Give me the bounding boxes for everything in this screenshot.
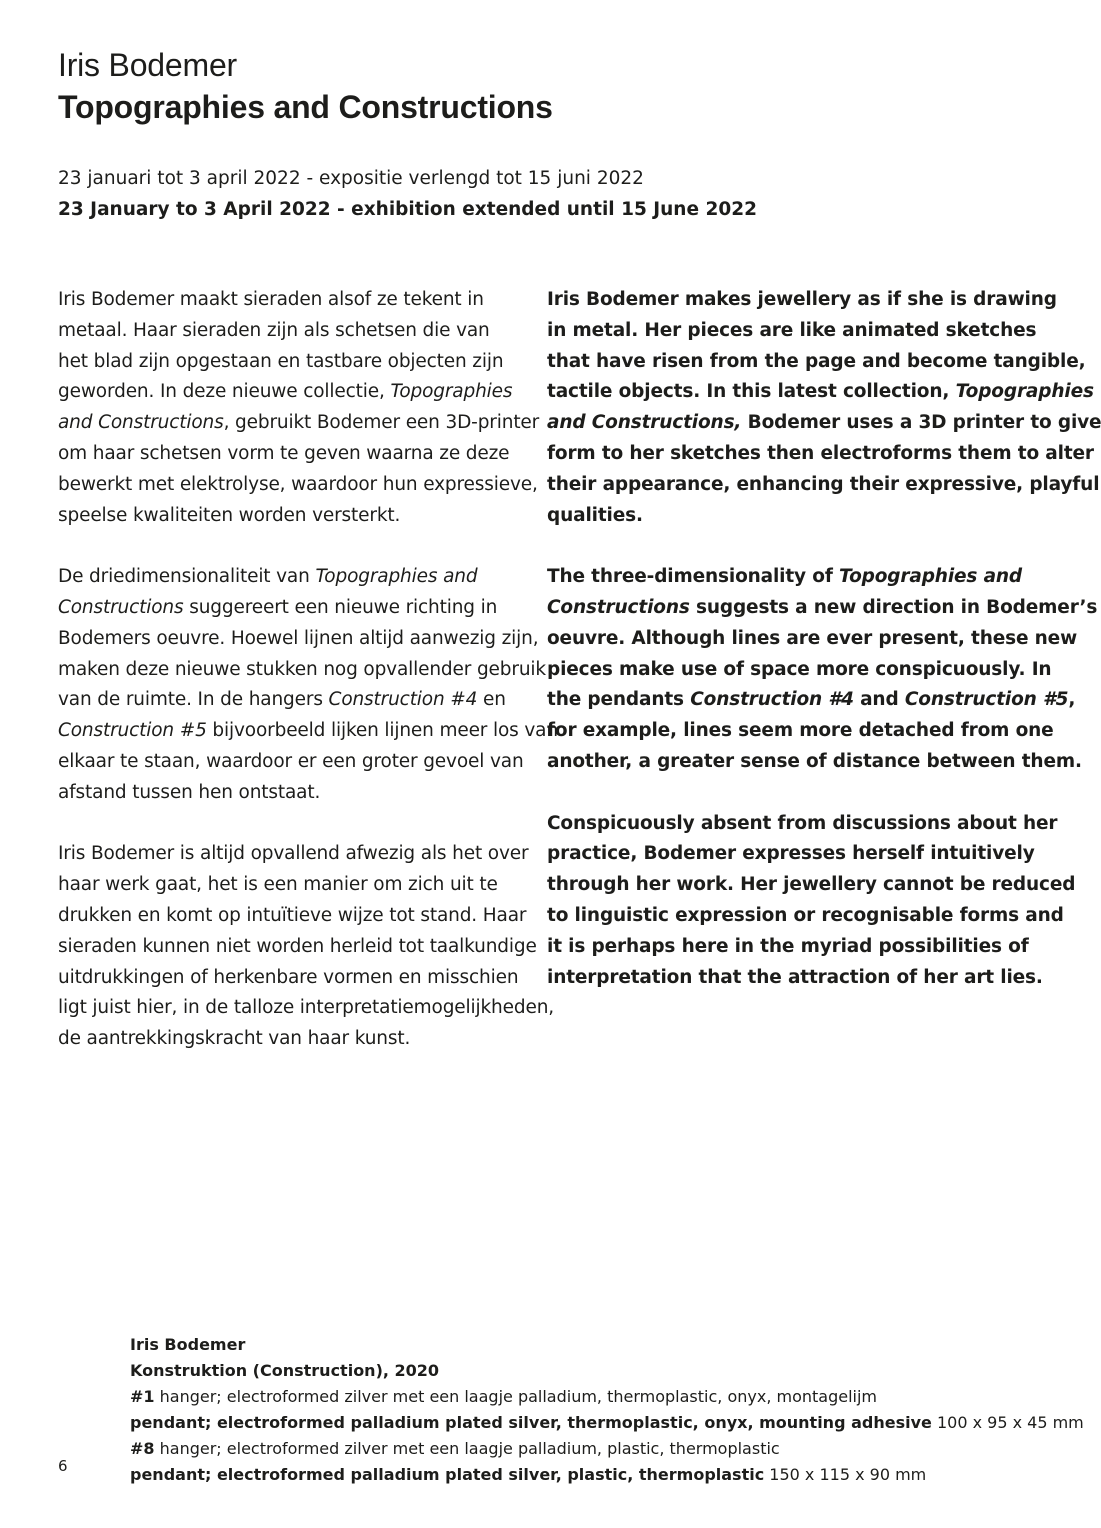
title-block: [58, 44, 553, 128]
dates-dutch: 23 januari tot 3 april 2022 - expositie verlengd tot 15 juni 2022: [58, 168, 644, 189]
item-materials-dutch: hanger; electroformed zilver met een laagje palladium, plastic, thermoplastic: [154, 1439, 780, 1458]
italic-title: Constructions: [547, 596, 690, 618]
text-line: elkaar te staan, waardoor er een groter gevoel van: [58, 750, 524, 772]
item-number: #8: [130, 1439, 155, 1458]
text-line: de aantrekkingskracht van haar kunst.: [58, 1028, 411, 1050]
italic-title: Construction #4: [328, 689, 478, 711]
exhibition-dates: [58, 163, 757, 225]
text-line: Bodemers oeuvre. Hoewel lijnen altijd aanwezig zijn,: [58, 627, 539, 649]
italic-title: and Constructions,: [547, 412, 742, 434]
item-dimensions: 150 x 115 x 90 mm: [764, 1465, 927, 1484]
text-line: Conspicuously absent from discussions about her: [547, 812, 1058, 834]
artist-name: Iris Bodemer: [58, 47, 237, 83]
dutch-paragraph-2: [58, 562, 558, 808]
text-line: ligt juist hier, in de talloze interpretatiemogelijkheden,: [58, 997, 554, 1019]
text-line: through her work. Her jewellery cannot be reduced: [547, 874, 1076, 896]
text-line: [58, 377, 538, 408]
text-run: and: [853, 689, 905, 711]
page-number: 6: [58, 1457, 68, 1475]
text-run: suggereert een nieuwe richting in: [183, 596, 498, 618]
caption-work-title: Konstruktion (Construction), 2020: [130, 1361, 440, 1380]
item-materials-dutch: hanger; electroformed zilver met een laagje palladium, thermoplastic, onyx, montagelijm: [154, 1387, 878, 1406]
text-line: [547, 562, 1037, 593]
text-run: ,: [1068, 689, 1076, 711]
exhibition-title: Topographies and Constructions: [58, 89, 553, 125]
text-line: uitdrukkingen of herkenbare vormen en misschien: [58, 966, 519, 988]
english-paragraph-3: [547, 809, 1076, 994]
text-line: Iris Bodemer maakt sieraden alsof ze tekent in: [58, 289, 484, 310]
text-line: it is perhaps here in the myriad possibilities of: [547, 935, 1029, 957]
item-dimensions: 100 x 95 x 45 mm: [931, 1413, 1084, 1432]
text-line: another, a greater sense of distance between them.: [547, 750, 1082, 772]
english-paragraph-2: [547, 562, 1098, 778]
italic-title: Topographies: [955, 381, 1094, 403]
text-run: tactile objects. In this latest collection,: [547, 381, 956, 403]
item-materials-english: pendant; electroformed palladium plated silver, thermoplastic, onyx, mounting adhesive: [130, 1413, 932, 1432]
text-run: van de ruimte. In de hangers: [58, 689, 329, 711]
text-run: The three-dimensionality of: [547, 566, 840, 588]
text-line: oeuvre. Although lines are ever present, these new: [547, 627, 1078, 649]
italic-title: Topographies and: [839, 566, 1023, 588]
italic-title: Topographies: [390, 381, 513, 403]
caption-item-2-english: [130, 1462, 1084, 1488]
text-line: [58, 593, 538, 624]
italic-title: Topographies and: [315, 566, 478, 588]
text-run: Bodemer uses a 3D printer to give: [741, 412, 1101, 434]
item-materials-english: pendant; electroformed palladium plated silver, plastic, thermoplastic: [130, 1465, 765, 1484]
text-run: the pendants: [547, 689, 691, 711]
italic-title: Constructions: [58, 596, 184, 618]
text-line: speelse kwaliteiten worden versterkt.: [58, 504, 401, 526]
dutch-paragraph-1: [58, 285, 538, 531]
text-line: [58, 685, 538, 716]
text-run: suggests a new direction in Bodemer’s: [689, 596, 1098, 618]
text-line: their appearance, enhancing their expressive, playful: [547, 473, 1100, 495]
english-text-column: [547, 285, 1101, 1024]
italic-title: and Constructions: [58, 412, 224, 434]
text-line: [547, 685, 1076, 716]
text-line: qualities.: [547, 504, 643, 526]
text-line: Iris Bodemer is altijd opvallend afwezig als het over: [58, 843, 529, 865]
text-line: [547, 593, 1098, 624]
text-line: drukken en komt op intuïtieve wijze tot stand. Haar: [58, 904, 527, 926]
text-line: pieces make use of space more conspicuously. In: [547, 658, 1052, 680]
dates-english: 23 January to 3 April 2022 - exhibition extended until 15 June 2022: [58, 199, 757, 220]
dutch-text-column: [58, 285, 558, 1086]
text-line: metaal. Haar sieraden zijn als schetsen die van: [58, 319, 490, 341]
text-line: sieraden kunnen niet worden herleid tot taalkundige: [58, 935, 537, 957]
text-line: haar werk gaat, het is een manier om zich uit te: [58, 874, 498, 896]
text-run: , gebruikt Bodemer een 3D-printer: [223, 412, 540, 434]
text-line: om haar schetsen vorm te geven waarna ze deze: [58, 442, 510, 464]
text-run: De driedimensionaliteit van: [58, 566, 316, 588]
italic-title: Construction #5: [58, 720, 207, 742]
text-line: Iris Bodemer makes jewellery as if she is drawing: [547, 289, 1057, 310]
caption-item-2-dutch: [130, 1436, 1084, 1462]
text-line: practice, Bodemer expresses herself intuitively: [547, 843, 1035, 865]
text-line: in metal. Her pieces are like animated sketches: [547, 319, 1037, 341]
text-line: maken deze nieuwe stukken nog opvallender gebruik: [58, 658, 546, 680]
text-line: [58, 716, 558, 747]
text-line: interpretation that the attraction of her art lies.: [547, 966, 1043, 988]
text-line: [58, 408, 538, 439]
italic-title: Construction #4: [690, 689, 854, 711]
text-line: het blad zijn opgestaan en tastbare objecten zijn: [58, 350, 504, 372]
dutch-paragraph-3: [58, 839, 554, 1055]
caption-item-1-english: [130, 1410, 1084, 1436]
text-line: that have risen from the page and become tangible,: [547, 350, 1086, 372]
text-line: [547, 377, 1094, 408]
caption-item-1-dutch: [130, 1384, 1084, 1410]
text-line: form to her sketches then electroforms them to alter: [547, 442, 1094, 464]
artwork-caption: [130, 1332, 1084, 1488]
text-line: afstand tussen hen ontstaat.: [58, 781, 321, 803]
text-line: [58, 562, 538, 593]
text-line: [547, 408, 1101, 439]
text-line: to linguistic expression or recognisable forms and: [547, 904, 1064, 926]
text-line: for example, lines seem more detached from one: [547, 720, 1054, 742]
item-number: #1: [130, 1387, 155, 1406]
text-run: en: [477, 689, 506, 711]
text-line: bewerkt met elektrolyse, waardoor hun expressieve,: [58, 473, 538, 495]
text-run: geworden. In deze nieuwe collectie,: [58, 381, 391, 403]
text-run: bijvoorbeeld lijken lijnen meer los van: [206, 720, 558, 742]
italic-title: Construction #5: [904, 689, 1069, 711]
caption-artist: Iris Bodemer: [130, 1335, 246, 1354]
english-paragraph-1: [547, 285, 1101, 531]
